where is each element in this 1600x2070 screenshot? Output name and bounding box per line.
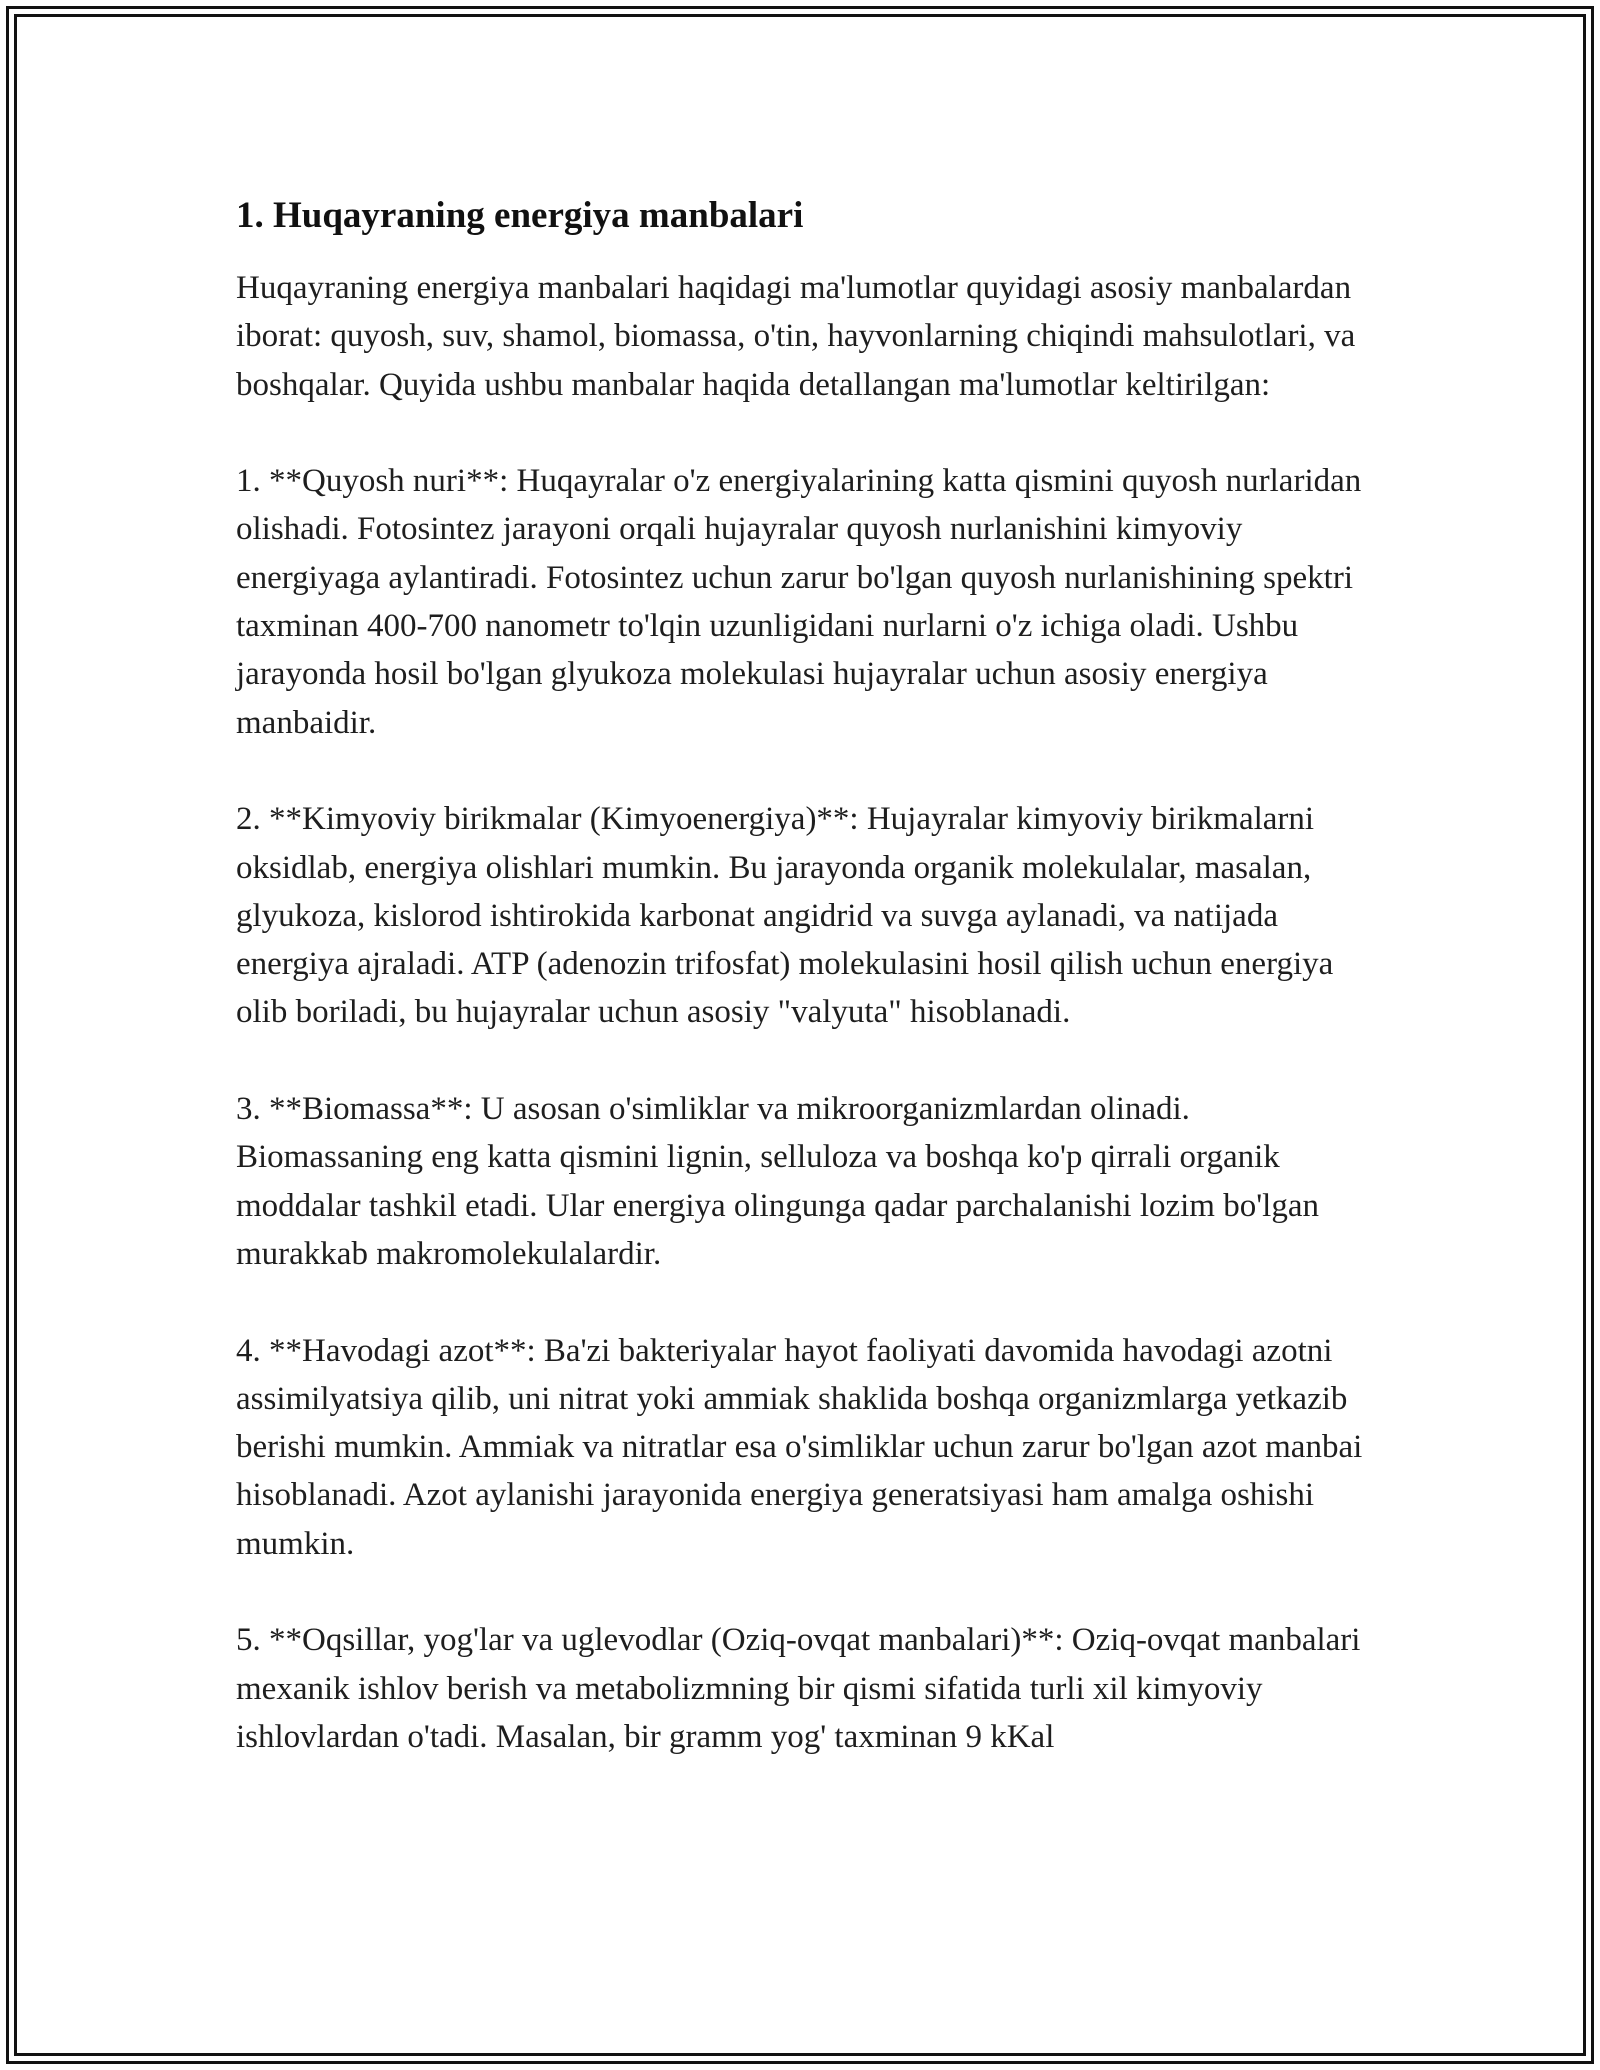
paragraph-havodagi-azot: 4. **Havodagi azot**: Ba'zi bakteriyalar hayot faoliyati davomida havodagi azotni assimilyatsiya qilib, uni nitrat yoki ammiak shaklida boshqa organizmlarga yetkazib berishi mumkin. Ammiak va nitratlar esa o'simliklar uchun zarur bo'lgan azot manbai hisoblanadi. Azot aylanishi jarayonida energiya generatsiyasi ham amalga oshishi mumkin. xyxy=(236,1332,1363,1562)
paragraph-oziq-ovqat: 5. **Oqsillar, yog'lar va uglevodlar (Oziq-ovqat manbalari)**: Oziq-ovqat manbalari mexanik ishlov berish va metabolizmning bir qismi sifatida turli xil kimyoviy ishlovlardan o'tadi. Masalan, bir gramm yog' taxminan 9 kKal xyxy=(236,1622,1361,1755)
paragraph-biomassa: 3. **Biomassa**: U asosan o'simliklar va mikroorganizmlardan olinadi. Biomassaning eng katta qismini lignin, selluloza va boshqa ko'p qirrali organik moddalar tashkil etadi. Ular energiya olingunga qadar parchalanishi lozim bo'lgan murakkab makromolekulalardir. xyxy=(236,1091,1319,1272)
intro-paragraph: Huqayraning energiya manbalari haqidagi ma'lumotlar quyidagi asosiy manbalardan iborat: quyosh, suv, shamol, biomassa, o'tin, hayvonlarning chiqindi mahsulotlari, va boshqalar. Quyida ushbu manbalar haqida detallangan ma'lumotlar keltirilgan: xyxy=(236,270,1356,403)
document-body xyxy=(236,190,1376,1810)
paragraph-kimyoviy-birikmalar: 2. **Kimyoviy birikmalar (Kimyoenergiya)**: Hujayralar kimyoviy birikmalarni oksidlab, energiya olishlari mumkin. Bu jarayonda organik molekulalar, masalan, glyukoza, kislorod ishtirokida karbonat angidrid va suvga aylanadi, va natijada energiya ajraladi. ATP (adenozin trifosfat) molekulasini hosil qilish uchun energiya olib boriladi, bu hujayralar uchun asosiy "valyuta" hisoblanadi. xyxy=(236,801,1334,1031)
paragraph-quyosh-nuri: 1. **Quyosh nuri**: Huqayralar o'z energiyalarining katta qismini quyosh nurlaridan olishadi. Fotosintez jarayoni orqali hujayralar quyosh nurlanishini kimyoviy energiyaga aylantiradi. Fotosintez uchun zarur bo'lgan quyosh nurlanishining spektri taxminan 400-700 nanometr to'lqin uzunligidani nurlarni o'z ichiga oladi. Ushbu jarayonda hosil bo'lgan glyukoza molekulasi hujayralar uchun asosiy energiya manbaidir. xyxy=(236,463,1362,741)
page-title: 1. Huqayraning energiya manbalari xyxy=(236,195,804,236)
